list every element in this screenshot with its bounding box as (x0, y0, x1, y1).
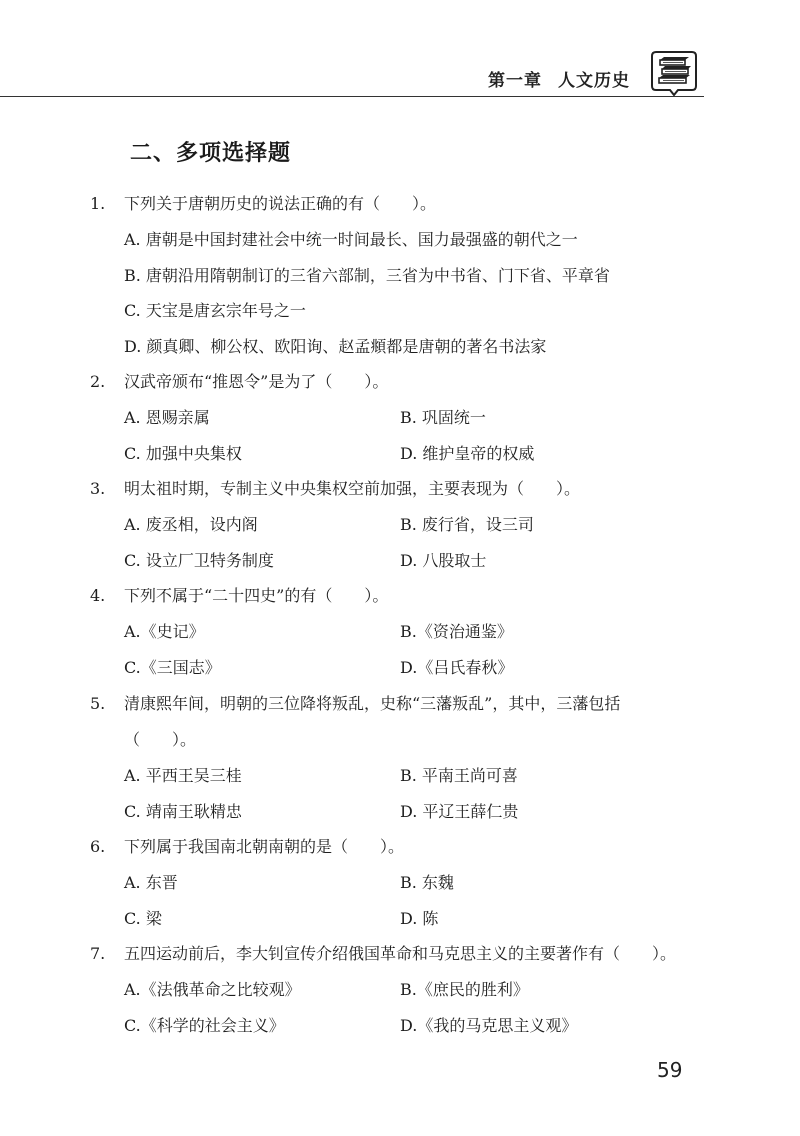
option-c: C.《三国志》 (124, 657, 221, 677)
book-stack-icon (650, 48, 698, 96)
question-text-continued: （ ）。 (124, 730, 197, 749)
question-number: 5. (90, 694, 106, 713)
option-b: B. 巩固统一 (400, 408, 486, 427)
chapter-heading (488, 66, 630, 91)
question-text: 下列属于我国南北朝南朝的是（ ）。 (124, 837, 405, 856)
option-d: D. 维护皇帝的权威 (400, 443, 535, 463)
option-a: A.《法俄革命之比较观》 (124, 980, 301, 999)
question-text: 清康熙年间，明朝的三位降将叛乱，史称“三藩叛乱”，其中，三藩包括 (124, 694, 621, 713)
option-a: A. 东晋 (124, 873, 178, 892)
question-2 (0, 364, 800, 471)
option-b: B. 东魏 (400, 873, 454, 892)
question-number: 2. (90, 372, 106, 391)
question-text: 汉武帝颁布“推恩令”是为了（ ）。 (124, 372, 389, 391)
option-b: B.《资治通鉴》 (400, 622, 513, 641)
chapter-label: 第一章 (488, 71, 542, 91)
question-text: 下列关于唐朝历史的说法正确的有（ ）。 (124, 194, 437, 213)
question-text: 明太祖时期，专制主义中央集权空前加强，主要表现为（ ）。 (124, 479, 581, 498)
question-4 (0, 578, 800, 685)
question-number: 4. (90, 586, 106, 605)
question-5 (0, 686, 800, 829)
option-b: B.《庶民的胜利》 (400, 980, 529, 999)
question-number: 3. (90, 479, 106, 498)
option-d: D. 平辽王薛仁贵 (400, 801, 519, 821)
option-b: B. 唐朝沿用隋朝制订的三省六部制，三省为中书省、门下省、平章省 (124, 265, 610, 285)
section-title: 二、多项选择题 (130, 141, 292, 166)
chapter-name: 人文历史 (558, 71, 630, 91)
option-a: A. 平西王吴三桂 (124, 766, 242, 785)
question-text: 五四运动前后，李大钊宣传介绍俄国革命和马克思主义的主要著作有（ ）。 (124, 944, 677, 963)
option-d: D. 八股取士 (400, 550, 487, 570)
question-text: 下列不属于“二十四史”的有（ ）。 (124, 586, 389, 605)
option-c: C. 加强中央集权 (124, 443, 242, 463)
question-3 (0, 471, 800, 578)
option-a: A. 恩赐亲属 (124, 408, 210, 427)
option-c: C. 设立厂卫特务制度 (124, 550, 274, 570)
question-6 (0, 829, 800, 936)
option-a: A. 废丞相，设内阁 (124, 515, 258, 534)
option-a: A.《史记》 (124, 622, 205, 641)
option-d: D.《我的马克思主义观》 (400, 1015, 578, 1035)
question-number: 6. (90, 837, 106, 856)
page-header (0, 0, 800, 110)
option-a: A. 唐朝是中国封建社会中统一时间最长、国力最强盛的朝代之一 (124, 230, 578, 249)
option-c: C. 天宝是唐玄宗年号之一 (124, 301, 306, 320)
option-d: D. 颜真卿、柳公权、欧阳询、赵孟頫都是唐朝的著名书法家 (124, 336, 547, 356)
option-d: D. 陈 (400, 908, 439, 928)
option-d: D.《吕氏春秋》 (400, 657, 514, 677)
option-c: C.《科学的社会主义》 (124, 1015, 285, 1035)
option-b: B. 平南王尚可喜 (400, 766, 518, 785)
question-7 (0, 936, 800, 1043)
page-number: 59 (657, 1058, 683, 1082)
question-1 (0, 186, 800, 364)
question-number: 1. (90, 194, 106, 213)
option-c: C. 靖南王耿精忠 (124, 801, 242, 821)
option-b: B. 废行省，设三司 (400, 515, 534, 534)
option-c: C. 梁 (124, 908, 162, 928)
header-rule (0, 96, 704, 97)
question-number: 7. (90, 944, 106, 963)
